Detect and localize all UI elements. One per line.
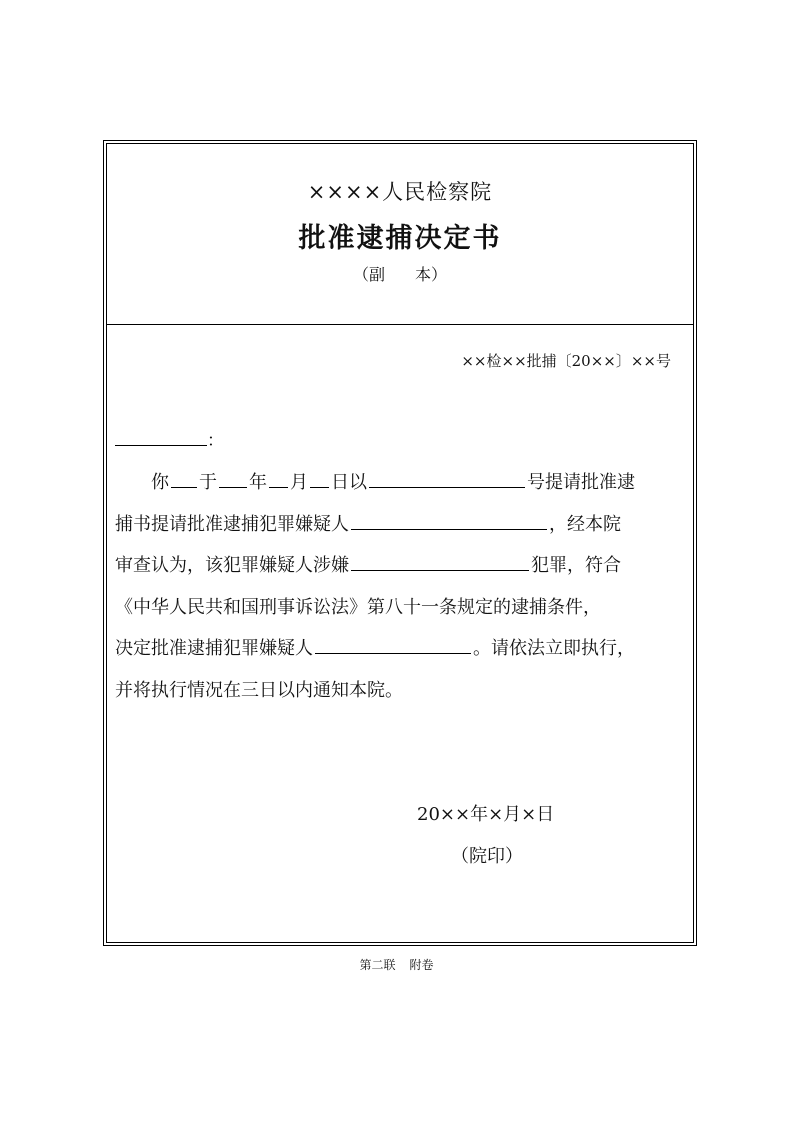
addressee-blank [115, 428, 207, 446]
seal-placeholder: （院印） [451, 846, 523, 867]
body-line-5 [115, 628, 685, 670]
blank-suspect-name [351, 512, 547, 530]
blank-day [310, 470, 329, 488]
body-line-1 [115, 462, 685, 504]
blank-request-number [369, 470, 525, 488]
body-text: 日以 [331, 472, 367, 493]
body-text: 年 [249, 472, 267, 493]
body-text: 号提请批准逮 [527, 472, 635, 493]
issuing-organization: ××××人民检察院 [307, 180, 493, 204]
body-text: ，经本院 [549, 513, 621, 535]
body-line-4: 《中华人民共和国刑事诉讼法》第八十一条规定的逮捕条件， [115, 596, 601, 618]
document-frame [103, 140, 697, 946]
addressee-line [115, 426, 224, 451]
addressee-colon: ： [207, 431, 224, 451]
body-text: 于 [199, 472, 217, 493]
body-text: 月 [290, 472, 308, 493]
footer-label-text: 附卷 [409, 958, 434, 972]
copy-label-open: （副 [352, 265, 385, 284]
body-text: 你 [151, 472, 169, 493]
blank-year [219, 470, 247, 488]
body-text: 审查认为，该犯罪嫌疑人涉嫌 [115, 555, 349, 577]
body-line-6: 并将执行情况在三日以内通知本院。 [115, 679, 403, 701]
body-line-3 [115, 545, 685, 587]
blank-agency [171, 470, 197, 488]
document-title: 批准逮捕决定书 [298, 223, 502, 254]
copy-label [107, 262, 693, 285]
blank-suspect-name-2 [315, 636, 471, 654]
body-text: 犯罪，符合 [531, 555, 621, 577]
blank-crime [351, 553, 529, 571]
body-text: 。请依法立即执行， [473, 638, 635, 660]
copy-label-close: 本） [415, 265, 448, 284]
document-header [107, 144, 693, 325]
issue-date: 20××年×月×日 [417, 804, 555, 825]
body-text: 捕书提请批准逮捕犯罪嫌疑人 [115, 513, 349, 535]
body-text: 决定批准逮捕犯罪嫌疑人 [115, 638, 313, 660]
blank-month [269, 470, 288, 488]
footer-label [0, 956, 793, 973]
footer-part: 第二联 [359, 958, 396, 972]
body-line-2 [115, 504, 685, 546]
document-number: ××检××批捕〔20××〕××号 [461, 352, 671, 370]
document-body [115, 462, 685, 712]
